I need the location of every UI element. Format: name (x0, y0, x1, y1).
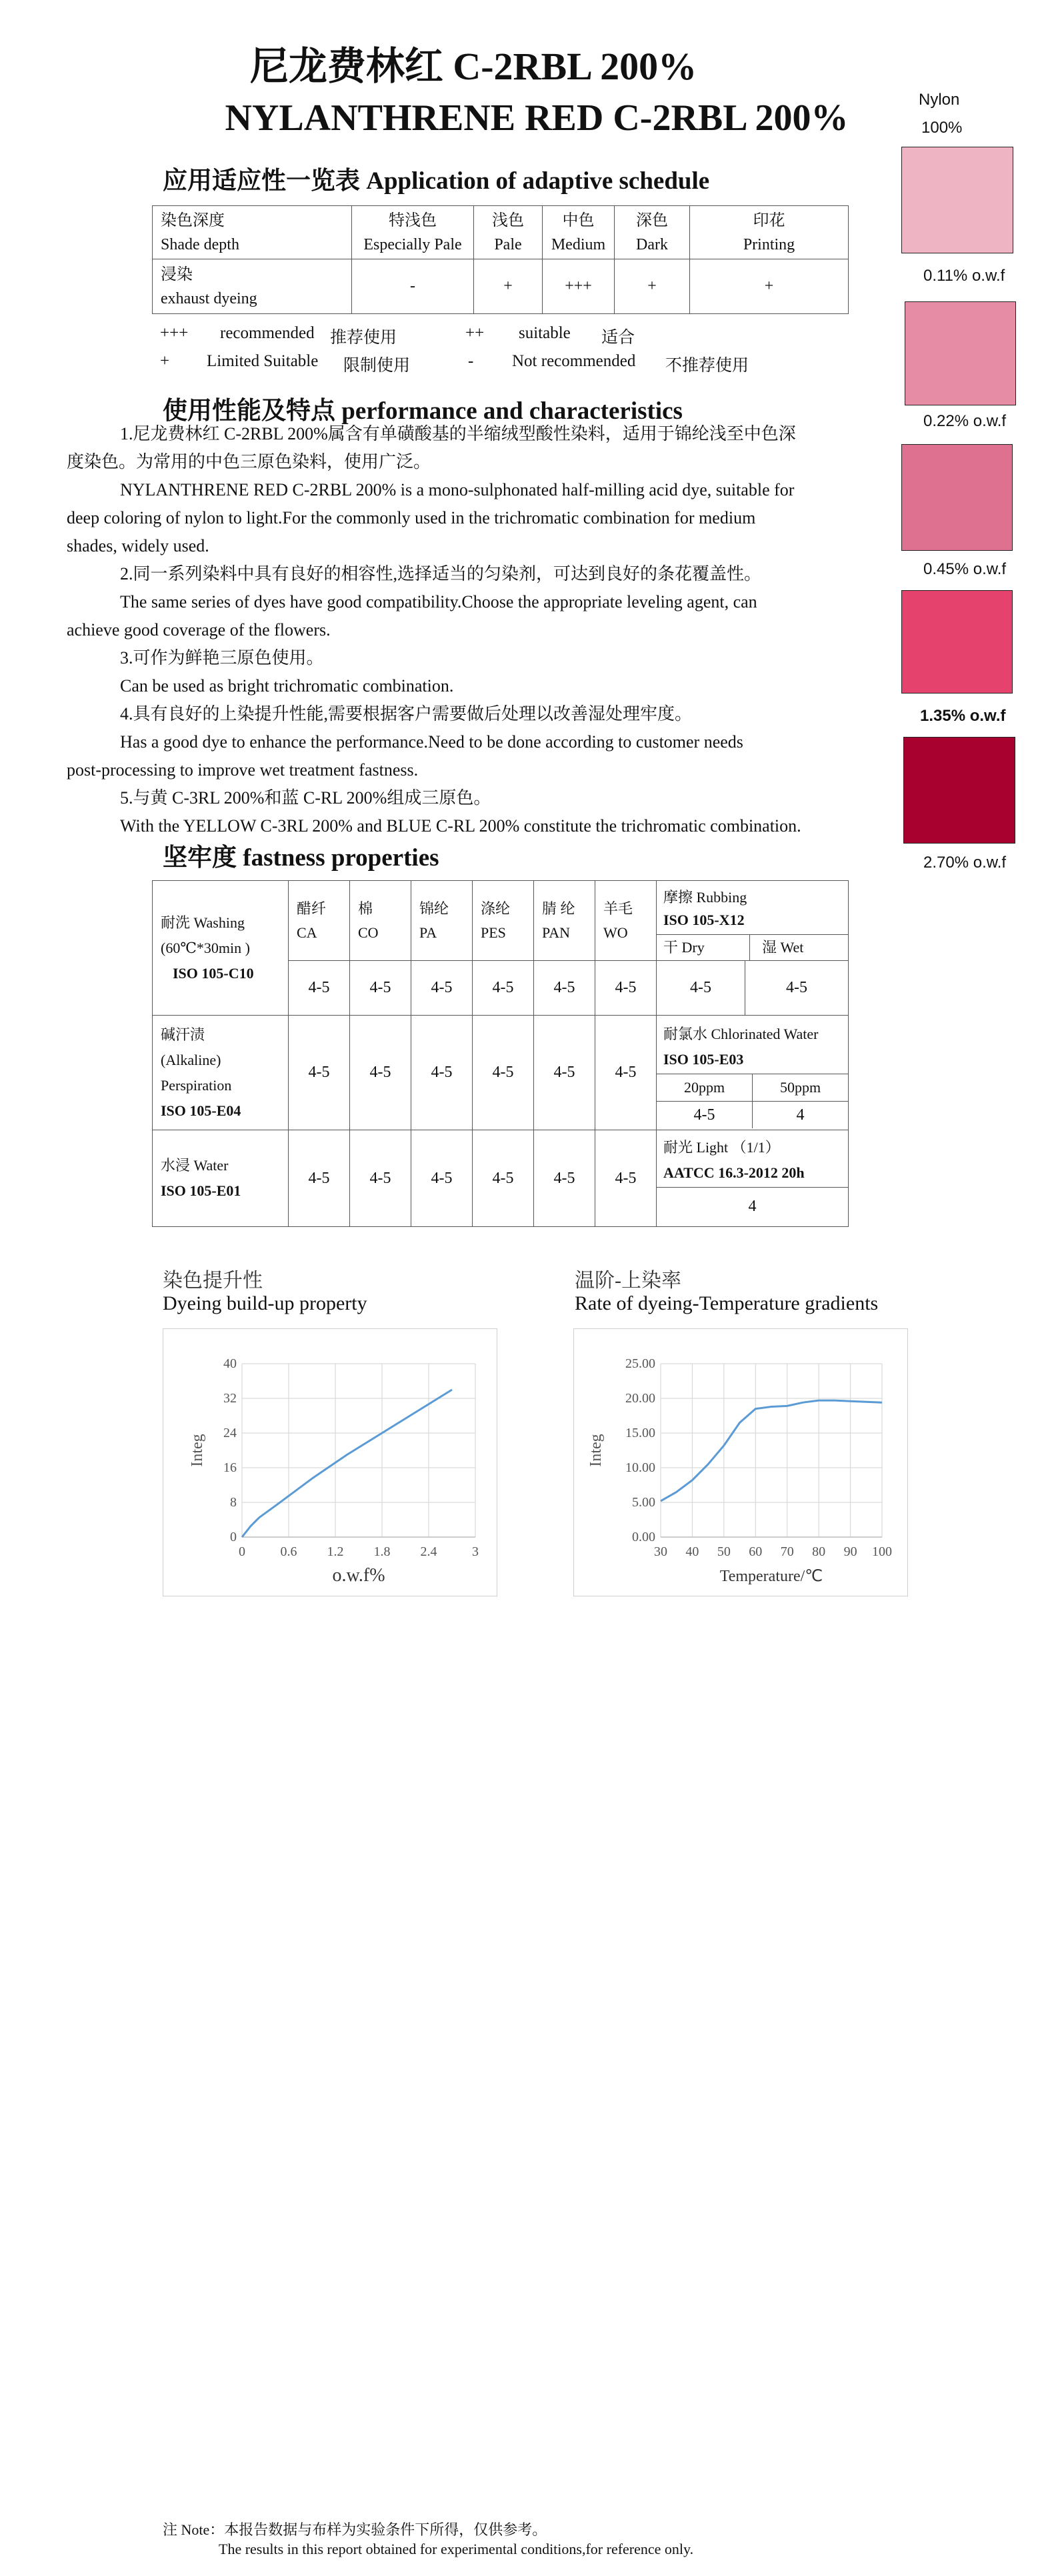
fiber-header-wo: 羊毛 WO (595, 881, 657, 961)
washing-pes: 4-5 (473, 961, 534, 1016)
x-tick-label: 40 (685, 1544, 699, 1559)
rubbing-dry-value: 4-5 (657, 961, 745, 1016)
page-title-cn: 尼龙费林红 C-2RBL 200% (249, 45, 697, 88)
y-tick-label: 0 (230, 1530, 237, 1544)
x-tick-label: 1.8 (373, 1544, 391, 1559)
swatch-label-1: 0.22% o.w.f (923, 412, 1007, 430)
perf-line: post-processing to improve wet treatment fastness. (67, 760, 419, 780)
washing-wo: 4-5 (595, 961, 657, 1016)
perspiration-pa: 4-5 (411, 1016, 473, 1130)
swatch-4 (903, 737, 1015, 844)
page-title-en: NYLANTHRENE RED C-2RBL 200% (225, 97, 849, 139)
swatch-label-0: 0.11% o.w.f (923, 267, 1005, 285)
water-pan: 4-5 (534, 1130, 595, 1227)
x-tick-label: 0 (239, 1544, 245, 1559)
performance-heading: 使用性能及特点 performance and characteristics (163, 397, 683, 425)
pale-value: + (474, 259, 543, 314)
perspiration-ca: 4-5 (289, 1016, 350, 1130)
rubbing-wet-value: 4-5 (745, 961, 849, 1016)
water-wo: 4-5 (595, 1130, 657, 1227)
x-tick-label: 90 (843, 1544, 857, 1559)
chlorinated-cell: 耐氯水 Chlorinated Water ISO 105-E03 20ppm 50ppm 4-5 4 (657, 1016, 849, 1130)
dark-header: 深色 Dark (615, 206, 690, 259)
swatch-2 (901, 444, 1013, 551)
y-tick-label: 15.00 (625, 1426, 655, 1440)
x-axis-label: Temperature/℃ (719, 1568, 823, 1585)
perf-line: 4.具有良好的上染提升性能,需要根据客户需要做后处理以改善湿处理牢度。 (120, 704, 693, 724)
swatch-label-2: 0.45% o.w.f (923, 560, 1007, 578)
perf-line: shades, widely used. (67, 536, 209, 555)
y-axis-label: Integ (189, 1434, 206, 1467)
series-line (242, 1390, 452, 1537)
pale-header: 浅色 Pale (474, 206, 543, 259)
x-tick-label: 30 (654, 1544, 667, 1559)
y-tick-label: 16 (223, 1460, 237, 1475)
x-tick-label: 60 (749, 1544, 763, 1559)
buildup-chart-svg (163, 1329, 497, 1596)
legend-line-1: +++ recommended 推荐使用 ++ suitable 适合 (160, 324, 635, 347)
swatch-0 (901, 147, 1013, 253)
perspiration-wo: 4-5 (595, 1016, 657, 1130)
fastness-table (152, 880, 849, 1227)
fiber-header-pa: 锦纶 PA (411, 881, 473, 961)
y-tick-label: 0.00 (632, 1530, 655, 1544)
performance-text (67, 420, 907, 840)
rubbing-header-cell: 摩擦 Rubbing ISO 105-X12 干 Dry 湿 Wet (657, 881, 849, 961)
temperature-title-en: Rate of dyeing-Temperature gradients (575, 1292, 879, 1314)
y-tick-label: 10.00 (625, 1460, 655, 1475)
printing-value: + (690, 259, 849, 314)
x-tick-label: 70 (780, 1544, 794, 1559)
buildup-chart (163, 1328, 497, 1596)
perspiration-label-cell: 碱汗渍 (Alkaline) Perspiration ISO 105-E04 (153, 1016, 289, 1130)
note-cn: 注 Note：本报告数据与布样为实验条件下所得，仅供参考。 (163, 2521, 547, 2538)
water-ca: 4-5 (289, 1130, 350, 1227)
y-tick-label: 32 (223, 1391, 237, 1406)
x-tick-label: 100 (872, 1544, 892, 1559)
medium-header: 中色 Medium (543, 206, 615, 259)
y-tick-label: 25.00 (625, 1356, 655, 1371)
note-en: The results in this report obtained for experimental conditions,for reference only. (219, 2541, 694, 2557)
buildup-title-en: Dyeing build-up property (163, 1292, 367, 1314)
nylon-label: Nylon (919, 91, 960, 109)
fiber-header-pan: 腈 纶 PAN (534, 881, 595, 961)
x-axis-label: o.w.f% (332, 1565, 385, 1586)
application-table (152, 205, 849, 314)
fiber-header-ca: 醋纤 CA (289, 881, 350, 961)
application-heading: 应用适应性一览表 Application of adaptive schedule (163, 167, 710, 195)
perf-line: Can be used as bright trichromatic combination. (120, 676, 454, 696)
perf-line: 2.同一系列染料中具有良好的相容性,选择适当的匀染剂，可达到良好的条花覆盖性。 (120, 564, 762, 583)
series-line (661, 1400, 882, 1501)
washing-label-cell: 耐洗 Washing (60℃*30min ) ISO 105-C10 (153, 881, 289, 1016)
fiber-header-co: 棉 CO (350, 881, 411, 961)
shade-depth-cell: 染色深度 Shade depth (153, 206, 352, 259)
y-tick-label: 20.00 (625, 1391, 655, 1406)
swatch-1 (905, 301, 1016, 405)
washing-co: 4-5 (350, 961, 411, 1016)
x-tick-label: 1.2 (327, 1544, 344, 1559)
printing-header: 印花 Printing (690, 206, 849, 259)
perf-line: 5.与黄 C-3RL 200%和蓝 C-RL 200%组成三原色。 (120, 788, 491, 808)
y-axis-label: Integ (587, 1434, 605, 1467)
x-tick-label: 50 (717, 1544, 731, 1559)
temperature-title-cn: 温阶-上染率 (575, 1270, 681, 1292)
perspiration-pan: 4-5 (534, 1016, 595, 1130)
x-tick-label: 80 (812, 1544, 826, 1559)
temperature-chart (573, 1328, 908, 1596)
perf-line: 1.尼龙费林红 C-2RBL 200%属含有单磺酸基的半缩绒型酸性染料，适用于锦纶浅至中色深 (120, 424, 796, 443)
especially-pale-header: 特浅色 Especially Pale (352, 206, 474, 259)
perspiration-co: 4-5 (350, 1016, 411, 1130)
perf-line: The same series of dyes have good compatibility.Choose the appropriate leveling agent, can (120, 592, 757, 611)
dark-value: + (615, 259, 690, 314)
water-co: 4-5 (350, 1130, 411, 1227)
light-cell: 耐光 Light （1/1） AATCC 16.3-2012 20h 4 (657, 1130, 849, 1227)
fiber-header-pes: 涤纶 PES (473, 881, 534, 961)
perf-line: 3.可作为鲜艳三原色使用。 (120, 648, 324, 668)
swatch-3 (901, 590, 1013, 694)
legend-line-2: + Limited Suitable 限制使用 - Not recommended 不推荐使用 (160, 352, 749, 375)
x-tick-label: 0.6 (280, 1544, 297, 1559)
y-tick-label: 8 (230, 1495, 237, 1510)
medium-value: +++ (543, 259, 615, 314)
perf-line: deep coloring of nylon to light.For the commonly used in the trichromatic combination for medium (67, 508, 756, 527)
water-pa: 4-5 (411, 1130, 473, 1227)
washing-pan: 4-5 (534, 961, 595, 1016)
nylon-percent: 100% (921, 119, 963, 137)
x-tick-label: 3 (472, 1544, 479, 1559)
perf-line: NYLANTHRENE RED C-2RBL 200% is a mono-sulphonated half-milling acid dye, suitable for (120, 480, 795, 499)
temperature-chart-svg (574, 1329, 907, 1596)
especially-pale-value: - (352, 259, 474, 314)
fastness-heading: 坚牢度 fastness properties (163, 844, 439, 872)
x-tick-label: 2.4 (420, 1544, 437, 1559)
y-tick-label: 24 (223, 1426, 237, 1440)
swatch-label-4: 2.70% o.w.f (923, 854, 1007, 872)
perspiration-pes: 4-5 (473, 1016, 534, 1130)
perf-line: 度染色。为常用的中色三原色染料，使用广泛。 (67, 452, 431, 471)
washing-pa: 4-5 (411, 961, 473, 1016)
swatch-label-3: 1.35% o.w.f (920, 707, 1006, 725)
perf-line: Has a good dye to enhance the performance.Need to be done according to customer needs (120, 732, 743, 752)
y-tick-label: 40 (223, 1356, 237, 1371)
y-tick-label: 5.00 (632, 1495, 655, 1510)
perf-line: With the YELLOW C-3RL 200% and BLUE C-RL 200% constitute the trichromatic combination. (120, 816, 801, 836)
washing-ca: 4-5 (289, 961, 350, 1016)
water-label-cell: 水浸 Water ISO 105-E01 (153, 1130, 289, 1227)
water-pes: 4-5 (473, 1130, 534, 1227)
buildup-title-cn: 染色提升性 (163, 1270, 263, 1292)
exhaust-dyeing-cell: 浸染 exhaust dyeing (153, 259, 352, 314)
perf-line: achieve good coverage of the flowers. (67, 620, 331, 639)
